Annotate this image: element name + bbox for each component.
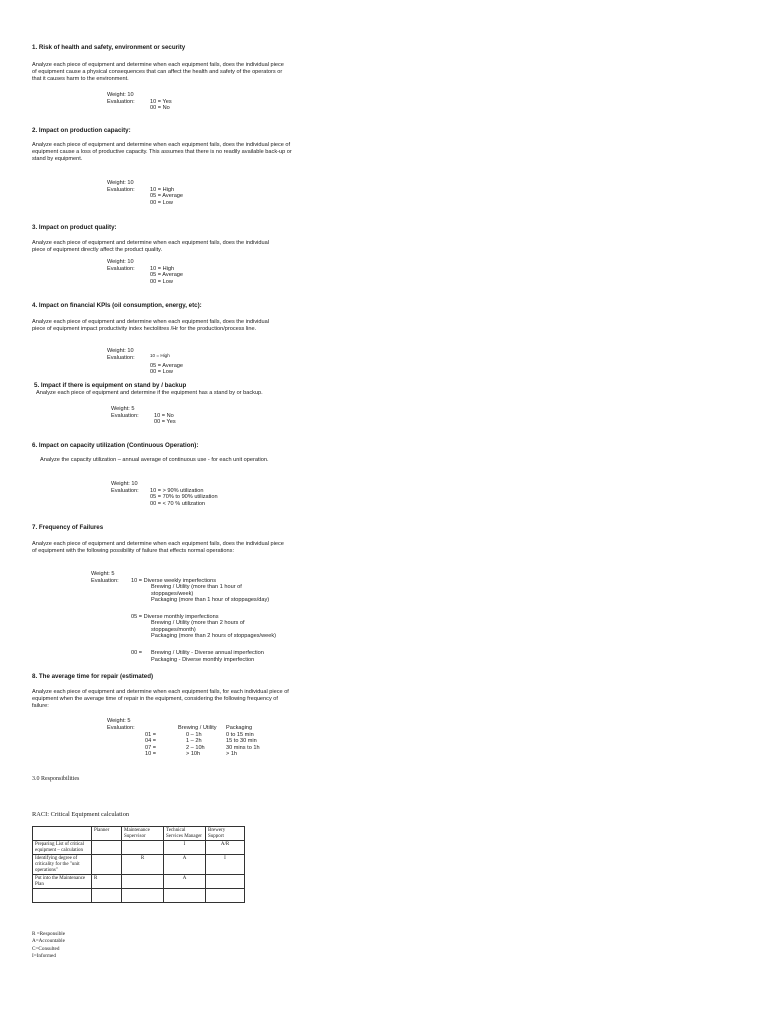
repair-time-table [107, 725, 260, 758]
raci-task: Identifying degree of criticality for the "unit operations" [33, 855, 92, 875]
section-6-eval-option: 10 = > 90% utilization [150, 487, 204, 494]
raci-cell: A [164, 855, 206, 875]
section-5-eval-label: Evaluation: [111, 412, 139, 419]
frequency-detail: Brewing / Utility - Diverse annual imperfection [151, 650, 264, 656]
section-1-evaluation [107, 92, 172, 112]
frequency-detail: Brewing / Utility (more than 2 hours of [151, 620, 245, 626]
table-row [107, 745, 260, 752]
section-6-heading: 6. Impact on capacity utilization (Continuous Operation): [32, 442, 199, 449]
raci-cell [122, 875, 164, 889]
raci-cell [92, 889, 122, 903]
section-1-weight: Weight: 10 [107, 92, 134, 98]
section-3-weight: Weight: 10 [107, 259, 134, 265]
section-6-eval-option: 05 = 70% to 90% utilization [150, 494, 218, 501]
repair-table-header: Packaging [226, 725, 253, 731]
section-3-eval-option: 10 = High [150, 265, 175, 272]
table-row [33, 855, 245, 875]
raci-cell: I [206, 855, 245, 875]
section-5-evaluation [111, 406, 176, 426]
repair-brewing: > 10h [186, 751, 201, 758]
table-row [33, 889, 245, 903]
frequency-code-monthly: 05 = Diverse monthly imperfections [131, 614, 219, 620]
section-3-eval-option: 05 = Average [150, 272, 184, 279]
section-2-eval-option: 10 = High [150, 186, 175, 193]
raci-cell: R [92, 875, 122, 889]
section-6-weight: Weight: 10 [111, 481, 138, 487]
repair-table-header [145, 725, 178, 732]
responsibilities-heading: 3.0 Responsibilities [32, 776, 80, 782]
section-7-evaluation [91, 571, 216, 584]
repair-packaging: 15 to 30 min [226, 738, 257, 745]
repair-code: 10 = [145, 751, 157, 758]
section-5-eval-option: 00 = Yes [154, 419, 176, 426]
table-row [33, 841, 245, 855]
section-3-eval-option: 00 = Low [150, 278, 173, 285]
frequency-detail: Packaging (more than 2 hours of stoppages/week) [151, 633, 276, 640]
section-4-eval-option: 00 = Low [150, 369, 173, 376]
raci-cell [206, 889, 245, 903]
section-5-heading: 5. Impact if there is equipment on stand by / backup [34, 382, 187, 389]
section-6-evaluation [111, 481, 218, 507]
section-4-heading: 4. Impact on financial KPIs (oil consumption, energy, etc): [32, 302, 202, 309]
repair-code: 04 = [145, 738, 157, 745]
section-5-eval-option: 10 = No [154, 412, 174, 419]
section-4-eval-label: Evaluation: [107, 354, 135, 361]
repair-code: 07 = [145, 744, 157, 751]
section-4-weight: Weight: 10 [107, 348, 134, 354]
repair-code: 01 = [145, 731, 157, 738]
section-1-eval-option: 00 = No [150, 105, 170, 112]
raci-task: Preparing List of critical equipment – calculation [33, 841, 92, 855]
section-4-evaluation [107, 348, 183, 376]
section-7-weight: Weight: 5 [91, 571, 115, 577]
section-1-text: Analyze each piece of equipment and determine when each equipment fails, does the individual piece of equipment cause a physical consequences that can affect the health and safety of the operators or that it causes harm to the environment. [32, 62, 284, 83]
raci-cell: R [122, 855, 164, 875]
raci-cell [92, 855, 122, 875]
frequency-detail: stoppages/week) [151, 590, 194, 597]
table-row [107, 751, 260, 758]
frequency-detail: Packaging - Diverse monthly imperfection [151, 656, 255, 663]
raci-task [33, 889, 92, 903]
section-7-eval-label: Evaluation: [91, 577, 119, 584]
raci-legend [32, 931, 65, 961]
frequency-weekly-details [151, 584, 269, 604]
repair-packaging: 30 mins to 1h [226, 744, 260, 751]
section-2-weight: Weight: 10 [107, 180, 134, 186]
section-8-weight: Weight: 5 [107, 718, 131, 724]
section-3-eval-label: Evaluation: [107, 265, 135, 272]
section-7-heading: 7. Frequency of Failures [32, 524, 104, 531]
raci-cell: I [164, 841, 206, 855]
repair-packaging: > 1h [226, 751, 238, 758]
section-6-eval-option: 00 = < 70 % utilization [150, 500, 206, 507]
raci-title: RACI: Critical Equipment calculation [32, 811, 130, 818]
raci-cell: A [164, 875, 206, 889]
table-row [107, 738, 260, 745]
raci-cell [164, 889, 206, 903]
section-3-text: Analyze each piece of equipment and determine when each equipment fails, does the individual piece of equipment directly affect the product quality. [32, 240, 269, 254]
section-1-eval-label: Evaluation: [107, 98, 135, 105]
section-4-text: Analyze each piece of equipment and determine when each equipment fails, does the individual piece of equipment impact productivity index hectolitres /Hr for the production/process line. [32, 319, 269, 333]
section-2-eval-option: 00 = Low [150, 199, 173, 206]
section-6-eval-label: Evaluation: [111, 487, 139, 494]
table-header-row [33, 827, 245, 841]
frequency-monthly-details [151, 620, 276, 640]
section-8-eval-label: Evaluation: [107, 725, 135, 731]
legend-item: C=Consulted [32, 945, 60, 952]
section-3-evaluation [107, 259, 183, 285]
raci-cell [122, 841, 164, 855]
frequency-detail: Brewing / Utility (more than 1 hour of [151, 584, 242, 590]
section-2-eval-label: Evaluation: [107, 186, 135, 193]
frequency-detail: stoppages/month) [151, 626, 196, 633]
section-8-evaluation [107, 718, 131, 725]
section-2-heading: 2. Impact on production capacity: [32, 127, 131, 134]
frequency-annual-details [151, 650, 264, 663]
section-7-text: Analyze each piece of equipment and determine when each equipment fails, does the individual piece of equipment with the following possibility of failure that effects normal operations: [32, 541, 284, 555]
repair-table-header: Brewing / Utility [178, 725, 217, 731]
section-1-eval-option: 10 = Yes [150, 98, 172, 105]
frequency-code-weekly: 10 = Diverse weekly imperfections [131, 577, 217, 584]
repair-brewing: 0 – 1h [186, 731, 202, 738]
section-5-weight: Weight: 5 [111, 406, 135, 412]
section-1-heading: 1. Risk of health and safety, environment or security [32, 44, 186, 51]
legend-item: R =Responsible [32, 931, 66, 937]
raci-header: Brewery Support [206, 827, 245, 841]
section-8-text: Analyze each piece of equipment and determine when each equipment fails, for each individual piece of equipment when the average time of repair in the equipment, considering the following frequency of failure: [32, 689, 289, 710]
raci-cell [92, 841, 122, 855]
section-4-eval-option: 10 = High [150, 352, 170, 358]
section-5-text: Analyze each piece of equipment and determine if the equipment has a stand by or backup. [36, 390, 263, 396]
raci-cell [122, 889, 164, 903]
section-6-text: Analyze the capacity utilization – annual average of continuous use - for each unit operation. [40, 457, 269, 463]
table-row [107, 732, 260, 739]
raci-cell: A/R [206, 841, 245, 855]
legend-item: A=Accountable [32, 938, 65, 945]
section-4-eval-option: 05 = Average [150, 362, 184, 369]
section-8-heading: 8. The average time for repair (estimated) [32, 673, 154, 680]
section-2-evaluation [107, 180, 183, 206]
raci-header [33, 827, 92, 841]
repair-brewing: 2 – 10h [186, 744, 205, 751]
repair-packaging: 0 to 15 min [226, 731, 254, 738]
legend-item: I=Informed [32, 953, 56, 960]
frequency-code-annual: 00 = [131, 650, 143, 656]
repair-brewing: 1 – 2h [186, 738, 202, 745]
table-row [33, 875, 245, 889]
section-2-text: Analyze each piece of equipment and determine when each equipment fails, does the individual piece of equipment cause a loss of productive capacity. This assumes that there is no readily available back-up or stand by equipment. [32, 142, 292, 163]
frequency-annual [131, 650, 142, 657]
raci-task: Put into the Maintenance Plan [33, 875, 92, 889]
raci-cell [206, 875, 245, 889]
raci-header: Technical Services Manager [164, 827, 206, 841]
raci-table [32, 826, 245, 903]
raci-header: Planner [92, 827, 122, 841]
section-3-heading: 3. Impact on product quality: [32, 224, 117, 231]
section-2-eval-option: 05 = Average [150, 193, 184, 200]
raci-header: Maintenance Supervisor [122, 827, 164, 841]
frequency-detail: Packaging (more than 1 hour of stoppages/day) [151, 597, 270, 604]
